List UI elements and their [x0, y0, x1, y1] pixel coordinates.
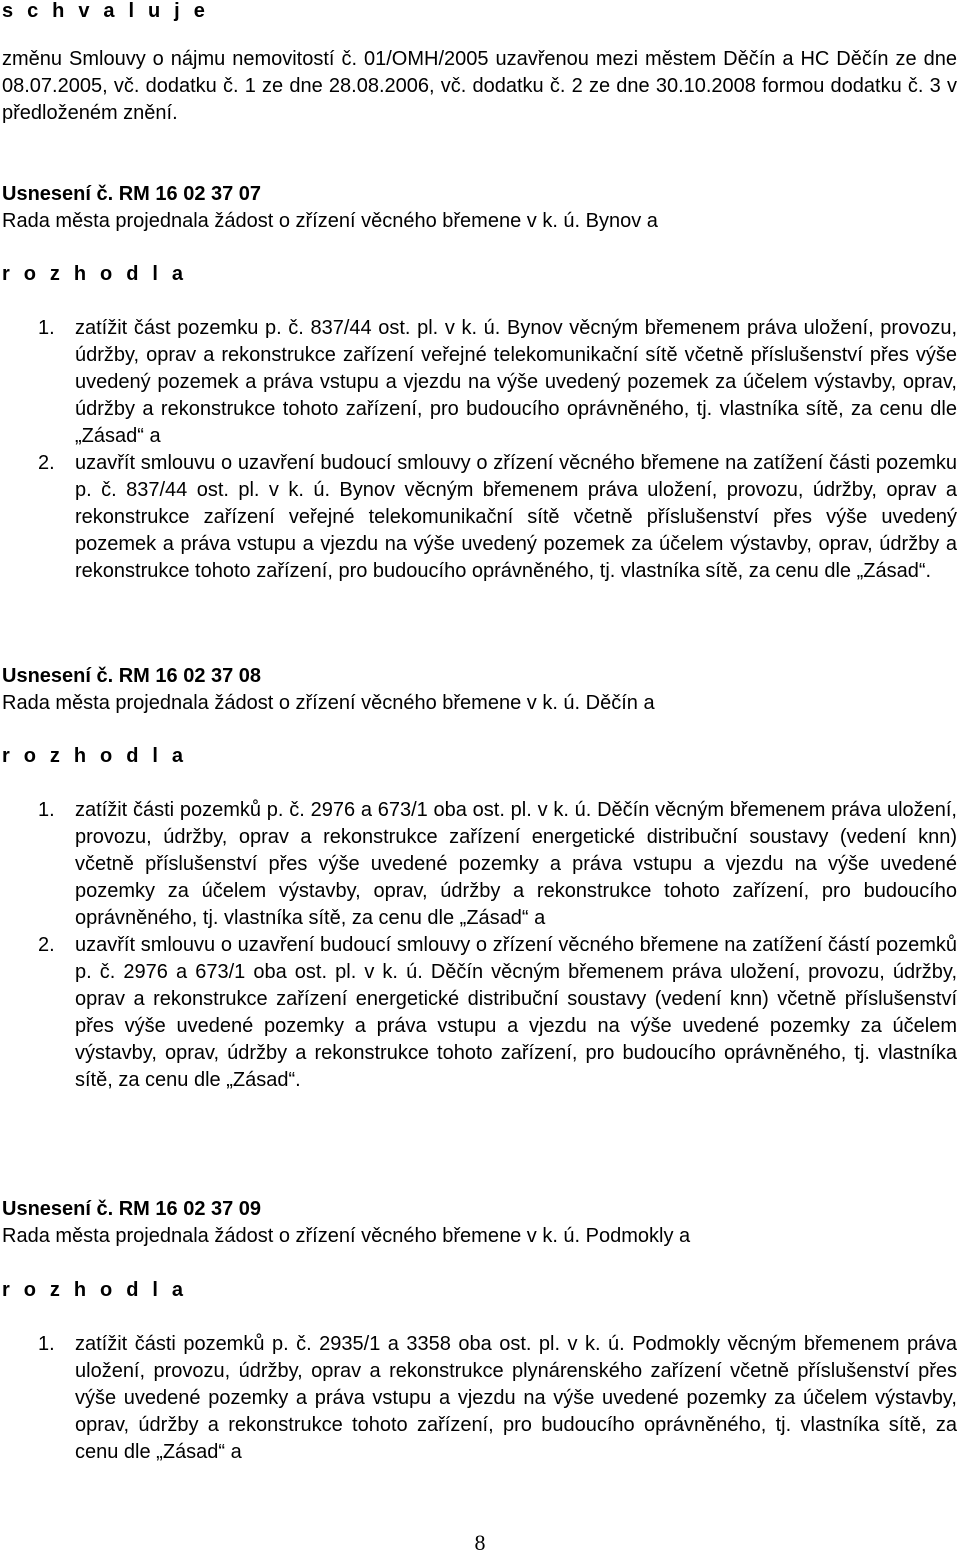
item-number: 2.: [38, 934, 55, 956]
item-text: zatížit části pozemků p. č. 2935/1 a 3358 oba ost. pl. v k. ú. Podmokly věcným břemenem práva uložení, provozu, údržby, oprav a rekonstrukce plynárenského zařízení včetně příslušenství přes výše uvedené pozemky a práva vstupu a vjezdu na výše uvedené pozemky za účelem výstavby, oprav, údržby a rekonstrukce tohoto zařízení, pro budoucího oprávněného, tj. vlastníka sítě, za cenu dle „Zásad“ a: [75, 1333, 957, 1463]
item-number: 1.: [38, 317, 55, 339]
item-text: uzavřít smlouvu o uzavření budoucí smlouvy o zřízení věcného břemene na zatížení částí pozemků p. č. 2976 a 673/1 oba ost. pl. v k. ú. Děčín věcným břemenem práva uložení, provozu, údržby, oprav a rekonstrukce zařízení energetické distribuční soustavy (vedení knn) včetně příslušenství přes výše uvedené pozemky a práva vstupu a vjezdu na výše uvedené pozemky za účelem výstavby, oprav, údržby a rekonstrukce tohoto zařízení, pro budoucího oprávněného, tj. vlastníka sítě, za cenu dle „Zásad“.: [75, 934, 957, 1091]
usneseni-label: Usnesení č.: [2, 1198, 114, 1220]
item-text: zatížit část pozemku p. č. 837/44 ost. pl. v k. ú. Bynov věcným břemenem práva uložení, provozu, údržby, oprav a rekonstrukce zařízení veřejné telekomunikační sítě včetně příslušenství přes výše uvedený pozemek a práva vstupu a vjezdu na výše uvedený pozemek za účelem výstavby, oprav, údržby a rekonstrukce tohoto zařízení, pro budoucího oprávněného, tj. vlastníka sítě, za cenu dle „Zásad“ a: [75, 317, 957, 447]
resolution-list: [0, 797, 957, 1094]
rozhodla-heading: r o z h o d l a: [2, 263, 188, 285]
list-item: [0, 315, 957, 450]
list-item: [0, 932, 957, 1094]
usneseni-heading: [2, 663, 261, 690]
usneseni-heading: [2, 1196, 261, 1223]
item-text: uzavřít smlouvu o uzavření budoucí smlouvy o zřízení věcného břemene na zatížení části pozemku p. č. 837/44 ost. pl. v k. ú. Bynov věcným břemenem práva uložení, provozu, údržby, oprav a rekonstrukce zařízení veřejné telekomunikační sítě včetně příslušenství přes výše uvedený pozemek a práva vstupu a vjezdu na výše uvedený pozemek za účelem výstavby, oprav, údržby a rekonstrukce tohoto zařízení, pro budoucího oprávněného, tj. vlastníka sítě, za cenu dle „Zásad“.: [75, 452, 957, 582]
page-number: 8: [474, 1530, 486, 1555]
list-item: [0, 450, 957, 585]
rada-text: Rada města projednala žádost o zřízení věcného břemene v k. ú. Bynov a: [2, 210, 658, 232]
list-item: [0, 797, 957, 932]
schvaluje-heading: s c h v a l u j e: [2, 0, 210, 22]
usneseni-label: Usnesení č.: [2, 665, 114, 687]
rozhodla-heading: r o z h o d l a: [2, 1279, 188, 1301]
item-number: 1.: [38, 799, 55, 821]
rozhodla-heading: r o z h o d l a: [2, 745, 188, 767]
intro-paragraph: změnu Smlouvy o nájmu nemovitostí č. 01/OMH/2005 uzavřenou mezi městem Děčín a HC Děčín ze dne 08.07.2005, vč. dodatku č. 1 ze dne 28.08.2006, vč. dodatku č. 2 ze dne 30.10.2008 formou dodatku č. 3 v předloženém znění.: [2, 48, 957, 124]
list-item: [0, 1331, 957, 1466]
resolution-list: [0, 315, 957, 585]
resolution-list: [0, 1331, 957, 1466]
usneseni-number: RM 16 02 37 07: [118, 183, 262, 205]
usneseni-heading: [2, 181, 261, 208]
rada-text: Rada města projednala žádost o zřízení věcného břemene v k. ú. Děčín a: [2, 692, 655, 714]
usneseni-number: RM 16 02 37 08: [118, 665, 262, 687]
item-number: 2.: [38, 452, 55, 474]
usneseni-label: Usnesení č.: [2, 183, 114, 205]
item-text: zatížit části pozemků p. č. 2976 a 673/1 oba ost. pl. v k. ú. Děčín věcným břemenem práva uložení, provozu, údržby, oprav a rekonstrukce zařízení energetické distribuční soustavy (vedení knn) včetně příslušenství přes výše uvedené pozemky a práva vstupu a vjezdu na výše uvedené pozemky za účelem výstavby, oprav, údržby a rekonstrukce tohoto zařízení, pro budoucího oprávněného, tj. vlastníka sítě, za cenu dle „Zásad“ a: [75, 799, 957, 929]
usneseni-number: RM 16 02 37 09: [118, 1198, 262, 1220]
rada-text: Rada města projednala žádost o zřízení věcného břemene v k. ú. Podmokly a: [2, 1225, 691, 1247]
item-number: 1.: [38, 1333, 55, 1355]
